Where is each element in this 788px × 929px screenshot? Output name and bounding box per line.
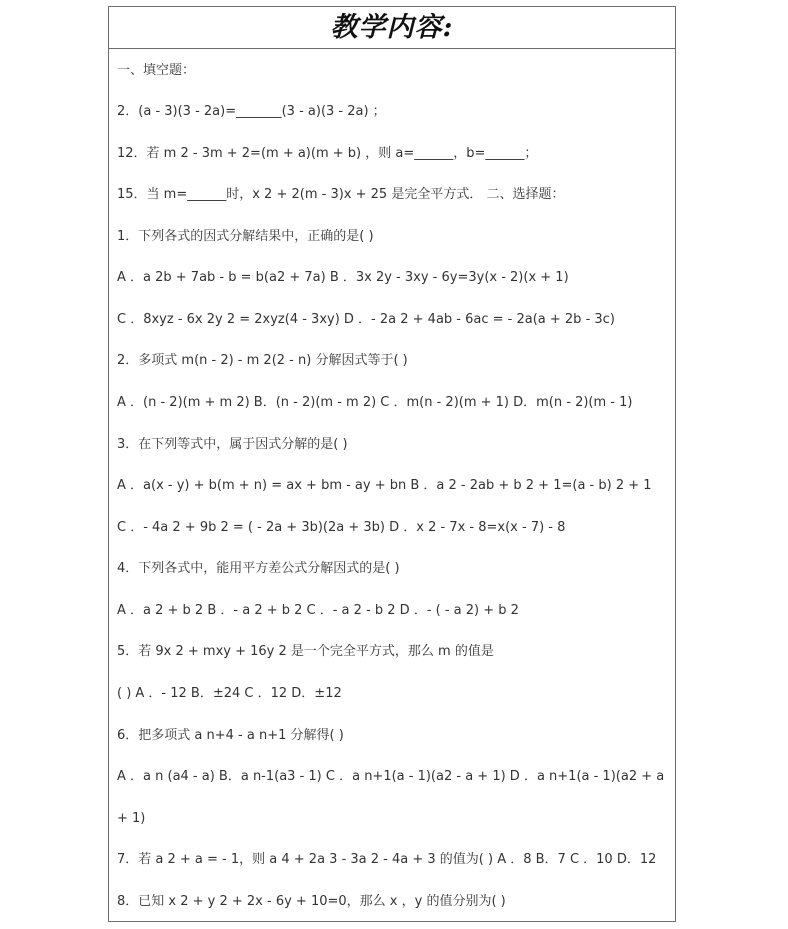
text-line: 1．下列各式的因式分解结果中，正确的是( ) [117,229,374,244]
text-line: 3．在下列等式中，属于因式分解的是( ) [117,437,348,452]
text-line: + 1) [117,811,146,826]
title-row [109,7,675,49]
text-line: 2．多项式 m(n - 2) - m 2(2 - n) 分解因式等于( ) [117,353,408,368]
text-line: A ．a(x - y) + b(m + n) = ax + bm - ay + bn B ．a 2 - 2ab + b 2 + 1=(a - b) 2 + 1 [117,478,652,493]
text-line: C ．- 4a 2 + 9b 2 = ( - 2a + 3b)(2a + 3b) D ．x 2 - 7x - 8=x(x - 7) - 8 [117,520,566,535]
text-line: 7．若 a 2 + a = - 1，则 a 4 + 2a 3 - 3a 2 - 4a + 3 的值为( ) A ．8 B．7 C ．10 D．12 [117,852,657,867]
text-line: 12．若 m 2 - 3m + 2=(m + a)(m + b) ，则 a=______，b=______； [117,146,538,161]
text-line: A ．a 2 + b 2 B ．- a 2 + b 2 C ．- a 2 - b 2 D ．- ( - a 2) + b 2 [117,603,519,618]
text-line: 6．把多项式 a n+4 - a n+1 分解得( ) [117,728,344,743]
text-line: 2．(a - 3)(3 - 2a)=_______(3 - a)(3 - 2a) ； [117,104,386,119]
text-line: 8．已知 x 2 + y 2 + 2x - 6y + 10=0，那么 x ，y 的值分别为( ) [117,894,506,909]
text-line: C ．8xyz - 6x 2y 2 = 2xyz(4 - 3xy) D ．- 2a 2 + 4ab - 6ac = - 2a(a + 2b - 3c) [117,312,615,327]
text-line: ( ) A ．- 12 B．±24 C ．12 D．±12 [117,686,342,701]
text-line: A ．a 2b + 7ab - b = b(a2 + 7a) B ．3x 2y - 3xy - 6y=3y(x - 2)(x + 1) [117,270,569,285]
text-line: 15．当 m=______时，x 2 + 2(m - 3)x + 25 是完全平方式． 二、选择题： [117,187,565,202]
text-line: 4．下列各式中，能用平方差公式分解因式的是( ) [117,561,400,576]
text-line: 5．若 9x 2 + mxy + 16y 2 是一个完全平方式，那么 m 的值是 [117,644,494,659]
section-heading-fill-blank: 一、填空题： [117,63,196,78]
content-table [108,6,676,922]
text-line: A ．(n - 2)(m + m 2) B．(n - 2)(m - m 2) C ．m(n - 2)(m + 1) D．m(n - 2)(m - 1) [117,395,633,410]
page-title: 教学内容: [330,12,454,43]
text-line: A ．a n (a4 - a) B．a n-1(a3 - 1) C ．a n+1(a - 1)(a2 - a + 1) D ．a n+1(a - 1)(a2 + a [117,769,665,784]
